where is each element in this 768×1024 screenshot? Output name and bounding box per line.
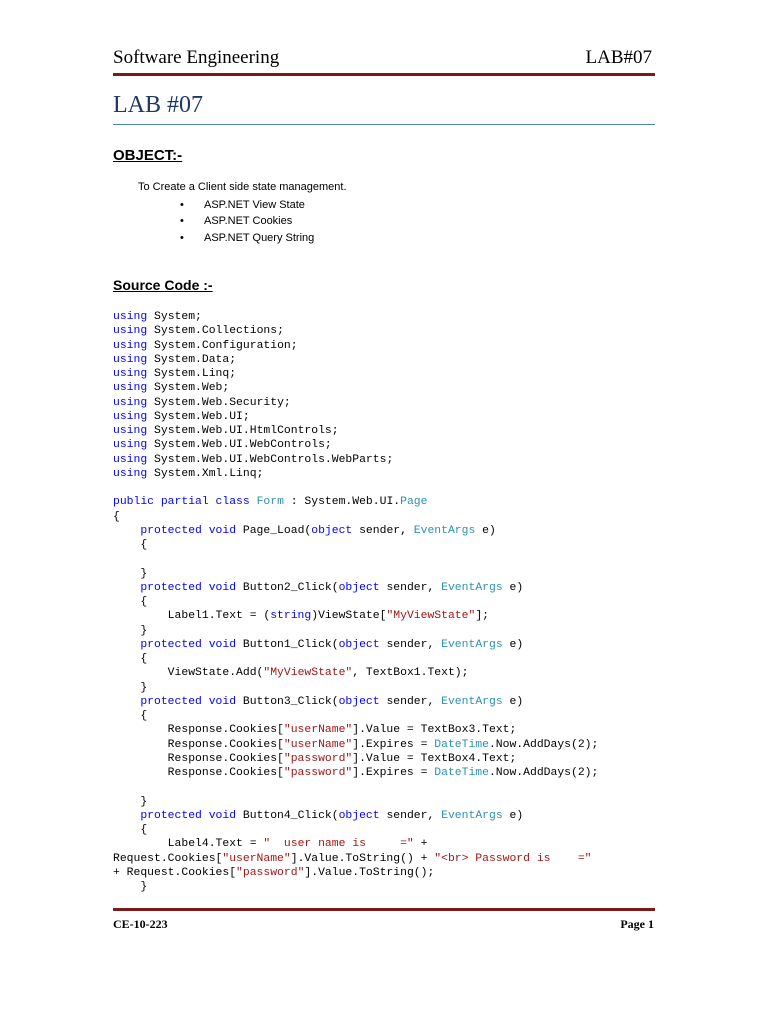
code-keyword: using (113, 425, 148, 437)
source-code-heading: Source Code :- (113, 277, 213, 293)
code-line (113, 552, 658, 566)
code-text: ].Expires = (352, 738, 435, 751)
title-rule (113, 124, 655, 125)
code-line (113, 852, 658, 866)
code-keyword: using (113, 325, 148, 338)
code-line (113, 638, 658, 652)
code-keyword: protected void (140, 638, 237, 651)
code-text: sender, (379, 638, 442, 651)
code-text: e) (502, 581, 524, 594)
code-block (113, 310, 658, 894)
code-line (113, 595, 658, 609)
code-keyword: object (338, 695, 380, 708)
code-text: System.Xml.Linq; (154, 467, 264, 480)
code-text: + (413, 838, 428, 851)
object-text: To Create a Client side state management. (138, 181, 347, 193)
code-keyword: string (270, 610, 312, 623)
code-string: "password" (283, 752, 353, 765)
code-text: Response.Cookies[ (113, 767, 284, 779)
code-text: e) (475, 524, 496, 537)
code-text (113, 582, 140, 594)
code-line (113, 538, 658, 552)
code-line (113, 866, 658, 880)
code-line (113, 467, 658, 481)
code-type: EventArgs (413, 524, 476, 537)
code-line (113, 738, 658, 752)
code-type: Page (400, 496, 428, 509)
code-line (113, 809, 658, 823)
code-text: ].Value = TextBox4.Text; (352, 752, 517, 765)
code-text: System.Configuration; (154, 339, 298, 352)
code-text: System.Web; (154, 382, 230, 395)
code-string: "MyViewState" (263, 667, 353, 680)
code-line (113, 310, 658, 324)
code-keyword: using (113, 382, 148, 395)
code-type: EventArgs (441, 695, 503, 708)
code-text: : System.Web.UI. (283, 496, 401, 509)
code-text: { (113, 596, 148, 608)
object-bullet-list (180, 197, 314, 246)
code-text: e) (502, 809, 524, 822)
code-text (113, 696, 140, 708)
code-string: "userName" (283, 738, 353, 751)
code-line (113, 666, 658, 680)
code-line (113, 453, 658, 467)
code-text: } (113, 681, 148, 694)
code-line (113, 396, 658, 410)
header-course-title: Software Engineering (113, 47, 280, 68)
code-text: Button3_Click( (236, 695, 339, 708)
code-text: ].Value = TextBox3.Text; (352, 724, 517, 737)
code-keyword: object (338, 638, 380, 651)
code-keyword: using (113, 368, 148, 380)
code-text: System.Web.Security; (154, 396, 291, 409)
code-keyword: using (113, 453, 148, 466)
code-line (113, 410, 658, 424)
code-keyword: object (311, 524, 353, 537)
header-rule (113, 73, 655, 76)
code-text: .Now.AddDays(2); (488, 738, 599, 751)
code-text: ]; (475, 610, 489, 623)
code-text (113, 639, 140, 651)
code-text: { (113, 824, 148, 836)
code-string: "<br> Password is =" (434, 852, 592, 865)
code-text: Button1_Click( (236, 638, 339, 651)
code-text: System.Data; (154, 353, 237, 366)
code-text: , TextBox1.Text); (352, 667, 469, 680)
code-type: EventArgs (441, 809, 503, 822)
code-keyword: using (113, 467, 148, 480)
code-text: { (113, 710, 148, 722)
code-keyword: using (113, 311, 148, 323)
footer-student-id: CE-10-223 (113, 917, 168, 931)
code-line (113, 795, 658, 809)
code-line (113, 339, 658, 353)
code-text: + Request.Cookies[ (113, 866, 237, 879)
code-text: sender, (379, 809, 442, 822)
code-type: EventArgs (441, 581, 503, 594)
code-line (113, 324, 658, 338)
code-keyword: using (113, 339, 148, 352)
code-type: EventArgs (441, 638, 503, 651)
code-text: } (113, 881, 148, 893)
code-line (113, 381, 658, 395)
code-text: Page_Load( (236, 524, 312, 537)
code-line (113, 510, 658, 524)
code-line (113, 481, 658, 495)
code-text: .Now.AddDays(2); (488, 767, 599, 779)
code-text: System; (154, 311, 202, 323)
code-keyword: protected void (140, 695, 237, 708)
code-line (113, 624, 658, 638)
code-line (113, 752, 658, 766)
code-text: Button2_Click( (236, 581, 339, 594)
code-text: } (113, 795, 148, 808)
code-text: ].Value.ToString() + (290, 852, 435, 865)
list-item: • ASP.NET View State (180, 197, 314, 213)
code-keyword: protected void (140, 524, 237, 537)
code-line (113, 652, 658, 666)
code-text: ].Value.ToString(); (304, 866, 435, 879)
footer-page-number: Page 1 (620, 917, 654, 931)
code-keyword: using (113, 353, 148, 366)
code-keyword: public partial class (113, 496, 250, 509)
code-text: } (113, 624, 148, 637)
code-string: "userName" (222, 852, 291, 865)
code-line (113, 709, 658, 723)
code-keyword: protected void (140, 581, 237, 594)
code-text: ViewState.Add( (113, 667, 264, 680)
code-text: System.Web.UI.HtmlControls; (154, 425, 339, 437)
code-text: e) (502, 638, 524, 651)
code-text: sender, (379, 581, 442, 594)
code-text: System.Web.UI; (154, 410, 250, 423)
code-line (113, 880, 658, 894)
code-keyword: protected void (140, 809, 237, 822)
code-type: DateTime (434, 767, 489, 779)
header-lab-number: LAB#07 (585, 47, 652, 68)
code-text: Response.Cookies[ (113, 738, 284, 751)
footer-rule (113, 908, 655, 911)
code-text: System.Web.UI.WebControls; (154, 439, 332, 452)
code-line (113, 581, 658, 595)
code-text: sender, (379, 695, 442, 708)
code-keyword: object (338, 809, 380, 822)
code-text: Request.Cookies[ (113, 852, 223, 865)
code-line (113, 567, 658, 581)
code-line (113, 609, 658, 623)
code-keyword: object (338, 581, 380, 594)
code-string: "MyViewState" (386, 610, 476, 623)
code-line (113, 766, 658, 780)
code-text: { (113, 539, 148, 551)
code-type: Form (256, 496, 284, 509)
code-string: "userName" (283, 724, 353, 737)
code-text: Response.Cookies[ (113, 752, 284, 765)
code-line (113, 723, 658, 737)
code-line (113, 367, 658, 381)
code-line (113, 424, 658, 438)
code-text: sender, (352, 524, 414, 537)
code-text: Label4.Text = (113, 838, 264, 851)
code-string: "password" (236, 866, 305, 879)
code-line (113, 681, 658, 695)
code-text: { (113, 653, 148, 665)
code-text (113, 810, 140, 822)
code-text: } (113, 567, 148, 580)
code-line (113, 837, 658, 851)
code-line (113, 524, 658, 538)
code-string: " user name is =" (263, 838, 414, 851)
code-line (113, 695, 658, 709)
code-line (113, 823, 658, 837)
code-text: ].Expires = (352, 767, 435, 779)
code-line (113, 353, 658, 367)
code-text: e) (502, 695, 524, 708)
list-item: • ASP.NET Cookies (180, 213, 314, 229)
code-keyword: using (113, 396, 148, 409)
code-keyword: using (113, 439, 148, 452)
code-type: DateTime (434, 738, 489, 751)
code-line (113, 438, 658, 452)
code-text: System.Collections; (154, 325, 284, 338)
code-text: System.Web.UI.WebControls.WebParts; (154, 453, 394, 466)
object-heading: OBJECT:- (113, 147, 183, 164)
code-string: "password" (283, 767, 353, 779)
code-text (113, 525, 140, 537)
code-line (113, 780, 658, 794)
code-text (250, 496, 257, 508)
code-text: System.Linq; (154, 368, 237, 380)
code-line (113, 495, 658, 509)
list-item: • ASP.NET Query String (180, 230, 314, 246)
code-text: Response.Cookies[ (113, 724, 284, 737)
code-text: Label1.Text = ( (113, 610, 271, 623)
code-text: Button4_Click( (236, 809, 339, 822)
code-keyword: using (113, 410, 148, 423)
code-text: )ViewState[ (311, 610, 387, 623)
code-text: { (113, 510, 120, 523)
page-title: LAB #07 (113, 92, 203, 118)
